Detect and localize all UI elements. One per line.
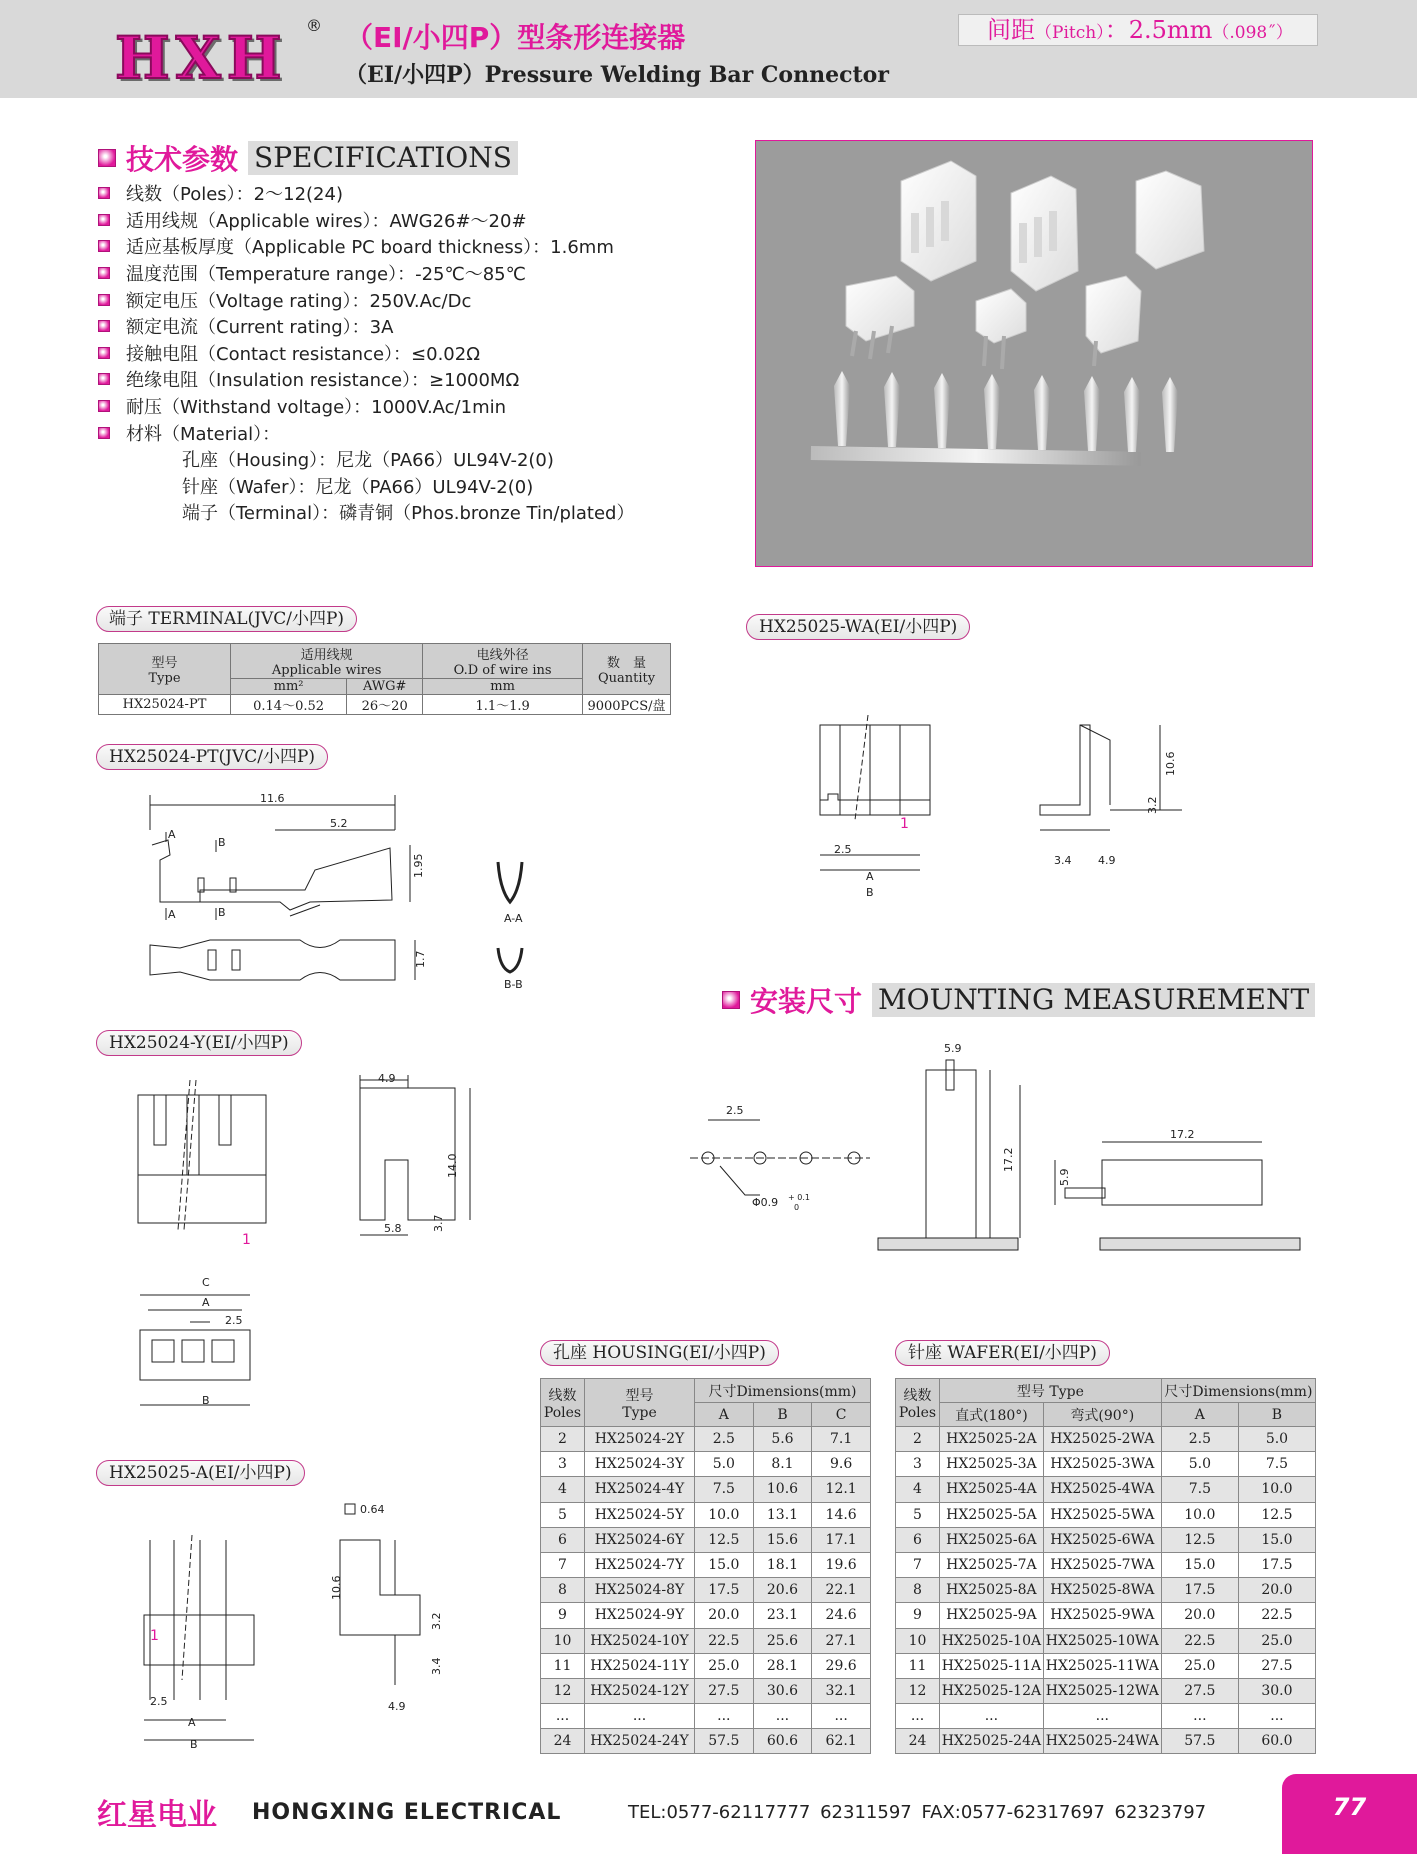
table-row [541,1552,871,1577]
dim-label: 10.6 [1164,751,1177,776]
dim-label: 3.4 [1054,854,1072,867]
table-cell: 9 [541,1603,585,1628]
table-cell: HX25024-6Y [585,1527,695,1552]
table-cell: 15.0 [1161,1552,1238,1577]
footer-brand-en: HONGXING ELECTRICAL [252,1800,562,1825]
table-cell: HX25024-8Y [585,1578,695,1603]
table-cell: ... [940,1704,1044,1729]
table-cell: HX25025-4WA [1043,1477,1161,1502]
table-cell: 11 [541,1653,585,1678]
table-cell: HX25024-11Y [585,1653,695,1678]
wa-label: HX25025-WA(EI/小四P) [746,614,970,640]
spec-item: 适用线规（Applicable wires）：AWG26#～20# [98,207,634,234]
dim-label: 2.5 [150,1695,168,1708]
terminal-drawing [140,790,570,1000]
th-qty: 数 量 Quantity [583,644,671,695]
table-cell: 3 [896,1452,940,1477]
table-cell: 9 [896,1603,940,1628]
product-photo-art [756,141,1314,568]
table-cell: 2 [896,1427,940,1452]
table-cell: 30.6 [753,1678,812,1703]
table-cell: 5.0 [1238,1427,1315,1452]
table-cell: HX25025-8WA [1043,1578,1161,1603]
table-cell: HX25024-5Y [585,1502,695,1527]
th-poles: 线数 Poles [541,1379,585,1427]
dim-label: 5.9 [944,1042,962,1055]
pin1-mark: 1 [242,1232,251,1248]
spec-item: 绝缘电阻（Insulation resistance）：≥1000MΩ [98,366,634,393]
table-cell: 5 [896,1502,940,1527]
table-row [896,1527,1316,1552]
table-cell: 10.0 [1161,1502,1238,1527]
dim-label: A [866,870,874,883]
table-cell: 29.6 [812,1653,871,1678]
dim-label: 4.9 [388,1700,406,1713]
table-row [896,1653,1316,1678]
dim-label: B [218,836,226,849]
table-cell: HX25024-2Y [585,1427,695,1452]
bullet-square-icon [722,991,740,1009]
th-a: A [695,1403,754,1427]
spec-heading-cn: 技术参数 [126,143,239,176]
bullet-icon [98,373,110,385]
material-item: 端子（Terminal）：磷青铜（Phos.bronze Tin/plated） [182,503,635,525]
table-cell: 12.5 [695,1527,754,1552]
table-cell: 5.6 [753,1427,812,1452]
bullet-icon [98,294,110,306]
table-cell: ... [1043,1704,1161,1729]
table-cell: ... [812,1704,871,1729]
table-cell: 10 [541,1628,585,1653]
table-cell: 4 [541,1477,585,1502]
table-row [541,1678,871,1703]
table-cell: HX25024-10Y [585,1628,695,1653]
pitch-colon: ： [1104,16,1129,44]
table-row [541,1502,871,1527]
table-cell: 8 [541,1578,585,1603]
pitch-inch: （.098˝） [1212,23,1293,43]
table-cell: 10.0 [1238,1477,1315,1502]
th-awg: AWG# [347,679,423,695]
specifications-heading [98,138,518,178]
mounting-heading [722,980,1315,1020]
table-cell: HX25024-7Y [585,1552,695,1577]
bullet-icon [98,240,110,252]
table-cell: 7.5 [695,1477,754,1502]
table-cell: 60.0 [1238,1729,1315,1754]
table-cell: 20.0 [695,1603,754,1628]
table-cell: HX25025-3WA [1043,1452,1161,1477]
table-cell: 22.5 [695,1628,754,1653]
pitch-label: 间距 [987,16,1035,44]
table-cell: ... [585,1704,695,1729]
table-cell: 27.5 [1238,1653,1315,1678]
table-cell: HX25024-4Y [585,1477,695,1502]
table-cell: 7.5 [1161,1477,1238,1502]
table-cell: HX25025-24WA [1043,1729,1161,1754]
spec-list [98,180,634,526]
table-row [541,1653,871,1678]
dim-label: 17.2 [1002,1147,1015,1172]
wa-drawing [810,710,1190,910]
table-cell: 17.1 [812,1527,871,1552]
table-cell: 15.6 [753,1527,812,1552]
wafer-photo [846,276,1141,369]
table-cell: 10 [896,1628,940,1653]
page-title-en: （EI/小四P）Pressure Welding Bar Connector [345,62,889,88]
table-cell: HX25025-6A [940,1527,1044,1552]
dim-label: 10.6 [330,1575,343,1600]
table-cell: 4 [896,1477,940,1502]
bullet-square-icon [98,149,116,167]
th-od: 电线外径 O.D of wire ins [423,644,583,679]
table-cell: 12.5 [1161,1527,1238,1552]
pin1-mark: 1 [900,816,909,832]
table-cell: 28.1 [753,1653,812,1678]
table-cell: 27.1 [812,1628,871,1653]
table-cell: 15.0 [695,1552,754,1577]
material-item: 针座（Wafer）：尼龙（PA66）UL94V-2(0) [182,476,534,498]
dim-label: A [188,1716,196,1729]
housing-label: 孔座 HOUSING(EI/小四P) [540,1340,779,1366]
table-row [541,1578,871,1603]
table-cell: HX25025-24A [940,1729,1044,1754]
wafer-label: 针座 WAFER(EI/小四P) [895,1340,1110,1366]
dim-label: 11.6 [260,792,285,805]
table-cell: 17.5 [1161,1578,1238,1603]
pin1-mark: 1 [150,1628,159,1644]
material-item: 孔座（Housing）：尼龙（PA66）UL94V-2(0) [182,450,554,472]
table-cell: 2.5 [1161,1427,1238,1452]
dim-label: B [202,1394,210,1407]
table-cell: ... [896,1704,940,1729]
table-cell: 25.0 [1161,1653,1238,1678]
dim-label: Φ0.9 [752,1196,779,1209]
wafer-drawing [130,1500,450,1755]
page-header [0,0,1417,98]
table-cell: HX25025-5A [940,1502,1044,1527]
terminal-label: 端子 TERMINAL(JVC/小四P) [96,606,357,632]
dim-label: A [202,1296,210,1309]
pitch-paren: （Pitch） [1035,23,1105,43]
page-title-cn: （EI/小四P）型条形连接器 [345,21,686,54]
table-cell: HX25024-12Y [585,1678,695,1703]
dim-label: 3.2 [430,1612,443,1630]
table-cell: 2.5 [695,1427,754,1452]
table-cell: 25.0 [1238,1628,1315,1653]
bullet-icon [98,427,110,439]
table-row [896,1502,1316,1527]
table-cell: HX25025-3A [940,1452,1044,1477]
table-row [896,1578,1316,1603]
table-cell: 14.6 [812,1502,871,1527]
a-label: HX25025-A(EI/小四P) [96,1460,305,1486]
table-cell: HX25025-6WA [1043,1527,1161,1552]
table-row [896,1704,1316,1729]
table-cell: 62.1 [812,1729,871,1754]
terminal-strip-photo [811,371,1178,466]
table-cell: 57.5 [695,1729,754,1754]
mounting-heading-cn: 安装尺寸 [750,985,863,1018]
dim-label: A-A [504,912,523,925]
table-cell: 6 [541,1527,585,1552]
table-cell: ... [695,1704,754,1729]
housing-table [540,1378,871,1754]
table-cell: 17.5 [695,1578,754,1603]
table-row [896,1452,1316,1477]
table-cell: 12 [896,1678,940,1703]
table-cell: 24 [896,1729,940,1754]
pitch-value: 2.5mm [1128,16,1213,44]
mounting-drawing [690,1040,1310,1275]
table-row [541,1527,871,1552]
table-cell: 18.1 [753,1552,812,1577]
table-cell: HX25025-2A [940,1427,1044,1452]
th-bent: 弯式(90°) [1043,1403,1161,1427]
table-cell: 20.0 [1238,1578,1315,1603]
dim-label: A [168,828,176,841]
th-wires: 适用线规 Applicable wires [231,644,423,679]
dim-label: 5.8 [384,1222,402,1235]
table-cell: 20.6 [753,1578,812,1603]
dim-label: A [168,908,176,921]
brand-logo: HXH [115,24,288,92]
dim-label: 5.2 [330,817,348,830]
dim-label: 3.7 [432,1214,445,1232]
table-cell: 5 [541,1502,585,1527]
table-cell: 7 [541,1552,585,1577]
table-cell: ... [1238,1704,1315,1729]
th-mm2: mm² [231,679,347,695]
table-cell: 12.5 [1238,1502,1315,1527]
table-cell: 11 [896,1653,940,1678]
housing-photo [901,161,1204,291]
table-cell: HX25024-3Y [585,1452,695,1477]
dim-label: B [866,886,874,899]
table-cell: 13.1 [753,1502,812,1527]
dim-label: B-B [504,978,523,991]
table-cell: 5.0 [1161,1452,1238,1477]
table-row [896,1729,1316,1754]
dim-label: 2.5 [225,1314,243,1327]
table-row [896,1603,1316,1628]
table-cell: HX25025-10A [940,1628,1044,1653]
th-a: A [1161,1403,1238,1427]
table-row [896,1628,1316,1653]
footer-brand-cn: 红星电业 [97,1798,217,1833]
table-cell: 7.5 [1238,1452,1315,1477]
table-cell: 30.0 [1238,1678,1315,1703]
table-cell: HX25025-11A [940,1653,1044,1678]
table-row [896,1552,1316,1577]
table-cell: HX25025-12A [940,1678,1044,1703]
table-cell: 3 [541,1452,585,1477]
dim-label: 1.95 [412,853,425,878]
table-cell: 60.6 [753,1729,812,1754]
table-row [541,1729,871,1754]
dim-label: 1.7 [414,950,427,968]
table-cell: HX25025-11WA [1043,1653,1161,1678]
table-row [896,1477,1316,1502]
table-cell: 20.0 [1161,1603,1238,1628]
table-cell: 25.6 [753,1628,812,1653]
table-cell: 17.5 [1238,1552,1315,1577]
table-row [541,1603,871,1628]
table-cell: 22.5 [1161,1628,1238,1653]
table-cell: HX25024-9Y [585,1603,695,1628]
table-cell: HX25025-12WA [1043,1678,1161,1703]
th-type: 型号 Type [940,1379,1162,1403]
dim-label: 3.4 [430,1657,443,1675]
mounting-heading-en: MOUNTING MEASUREMENT [872,983,1315,1017]
table-cell: 27.5 [695,1678,754,1703]
th-c: C [812,1403,871,1427]
spec-item: 耐压（Withstand voltage）：1000V.Ac/1min [98,393,634,420]
table-cell: HX25025-9WA [1043,1603,1161,1628]
table-cell: HX25025-5WA [1043,1502,1161,1527]
table-cell: 10.0 [695,1502,754,1527]
th-b: B [753,1403,812,1427]
page-number: 77 [1282,1774,1417,1854]
y-label: HX25024-Y(EI/小四P) [96,1030,302,1056]
table-cell: 6 [896,1527,940,1552]
dim-label: 0.64 [360,1503,385,1516]
table-cell: 8 [896,1578,940,1603]
table-cell: HX25025-10WA [1043,1628,1161,1653]
bullet-icon [98,320,110,332]
table-cell: 24 [541,1729,585,1754]
table-cell: 10.6 [753,1477,812,1502]
dim-label: 5.9 [1058,1168,1071,1186]
table-cell: 9.6 [812,1452,871,1477]
table-row: HX25024-PT 0.14～0.52 26～20 1.1～1.9 9000PCS/盘 [99,695,671,715]
pt-label: HX25024-PT(JVC/小四P) [96,744,328,770]
table-row [896,1427,1316,1452]
table-row [541,1704,871,1729]
table-cell: 12 [541,1678,585,1703]
table-cell: 7.1 [812,1427,871,1452]
th-b: B [1238,1403,1315,1427]
bullet-icon [98,267,110,279]
table-cell: 32.1 [812,1678,871,1703]
wafer-table [895,1378,1316,1754]
table-row [541,1427,871,1452]
table-cell: 15.0 [1238,1527,1315,1552]
table-cell: HX25025-7A [940,1552,1044,1577]
table-cell: 19.6 [812,1552,871,1577]
spec-item: 温度范围（Temperature range）：-25℃～85℃ [98,260,634,287]
dim-label: 3.2 [1146,796,1159,814]
footer-contact: TEL:0577-62117777 62311597 FAX:0577-62317697 62323797 [628,1802,1207,1823]
table-cell: 5.0 [695,1452,754,1477]
table-cell: 22.1 [812,1578,871,1603]
spec-item: 额定电流（Current rating）：3A [98,313,634,340]
housing-drawing [130,1070,490,1420]
th-type: 型号 Type [585,1379,695,1427]
table-row [541,1628,871,1653]
dim-label: 4.9 [378,1072,396,1085]
table-cell: 23.1 [753,1603,812,1628]
spec-item: 接触电阻（Contact resistance）：≤0.02Ω [98,340,634,367]
table-cell: 12.1 [812,1477,871,1502]
table-row [541,1477,871,1502]
table-cell: 22.5 [1238,1603,1315,1628]
table-cell: HX25025-2WA [1043,1427,1161,1452]
table-cell: 27.5 [1161,1678,1238,1703]
table-cell: HX25025-7WA [1043,1552,1161,1577]
table-cell: 57.5 [1161,1729,1238,1754]
table-cell: HX25024-24Y [585,1729,695,1754]
table-cell: ... [753,1704,812,1729]
spec-item: 额定电压（Voltage rating）：250V.Ac/Dc [98,286,634,313]
bullet-icon [98,400,110,412]
table-cell: HX25025-8A [940,1578,1044,1603]
spec-item: 材料（Material）： [98,419,634,446]
dim-label: 14.0 [446,1153,459,1178]
bullet-icon [98,347,110,359]
spec-item: 适应基板厚度（Applicable PC board thickness）：1.6mm [98,233,634,260]
table-cell: ... [541,1704,585,1729]
dim-label: + 0.1 [788,1193,810,1202]
dim-label: 2.5 [726,1104,744,1117]
th-poles: 线数 Poles [896,1379,940,1427]
th-type: 型号 Type [99,644,231,695]
dim-label: C [202,1276,210,1289]
table-row [896,1678,1316,1703]
table-cell: ... [1161,1704,1238,1729]
th-dims: 尺寸Dimensions(mm) [1161,1379,1315,1403]
th-dims: 尺寸Dimensions(mm) [695,1379,871,1403]
table-cell: 2 [541,1427,585,1452]
dim-label: 4.9 [1098,854,1116,867]
table-cell: HX25025-9A [940,1603,1044,1628]
table-cell: 8.1 [753,1452,812,1477]
pitch-badge [958,14,1318,46]
th-mm: mm [423,679,583,695]
dim-label: 17.2 [1170,1128,1195,1141]
bullet-icon [98,187,110,199]
bullet-icon [98,214,110,226]
table-cell: 24.6 [812,1603,871,1628]
table-cell: HX25025-4A [940,1477,1044,1502]
table-row [541,1452,871,1477]
th-straight: 直式(180°) [940,1403,1044,1427]
table-cell: 7 [896,1552,940,1577]
registered-mark: ® [306,16,322,35]
spec-item: 线数（Poles）：2～12(24) [98,180,634,207]
table-cell: 25.0 [695,1653,754,1678]
spec-heading-en: SPECIFICATIONS [248,141,518,175]
terminal-table [98,643,671,715]
dim-label: B [190,1738,198,1751]
dim-label: B [218,906,226,919]
dim-label: 2.5 [834,843,852,856]
product-photo [755,140,1313,567]
dim-label: 0 [794,1203,800,1212]
